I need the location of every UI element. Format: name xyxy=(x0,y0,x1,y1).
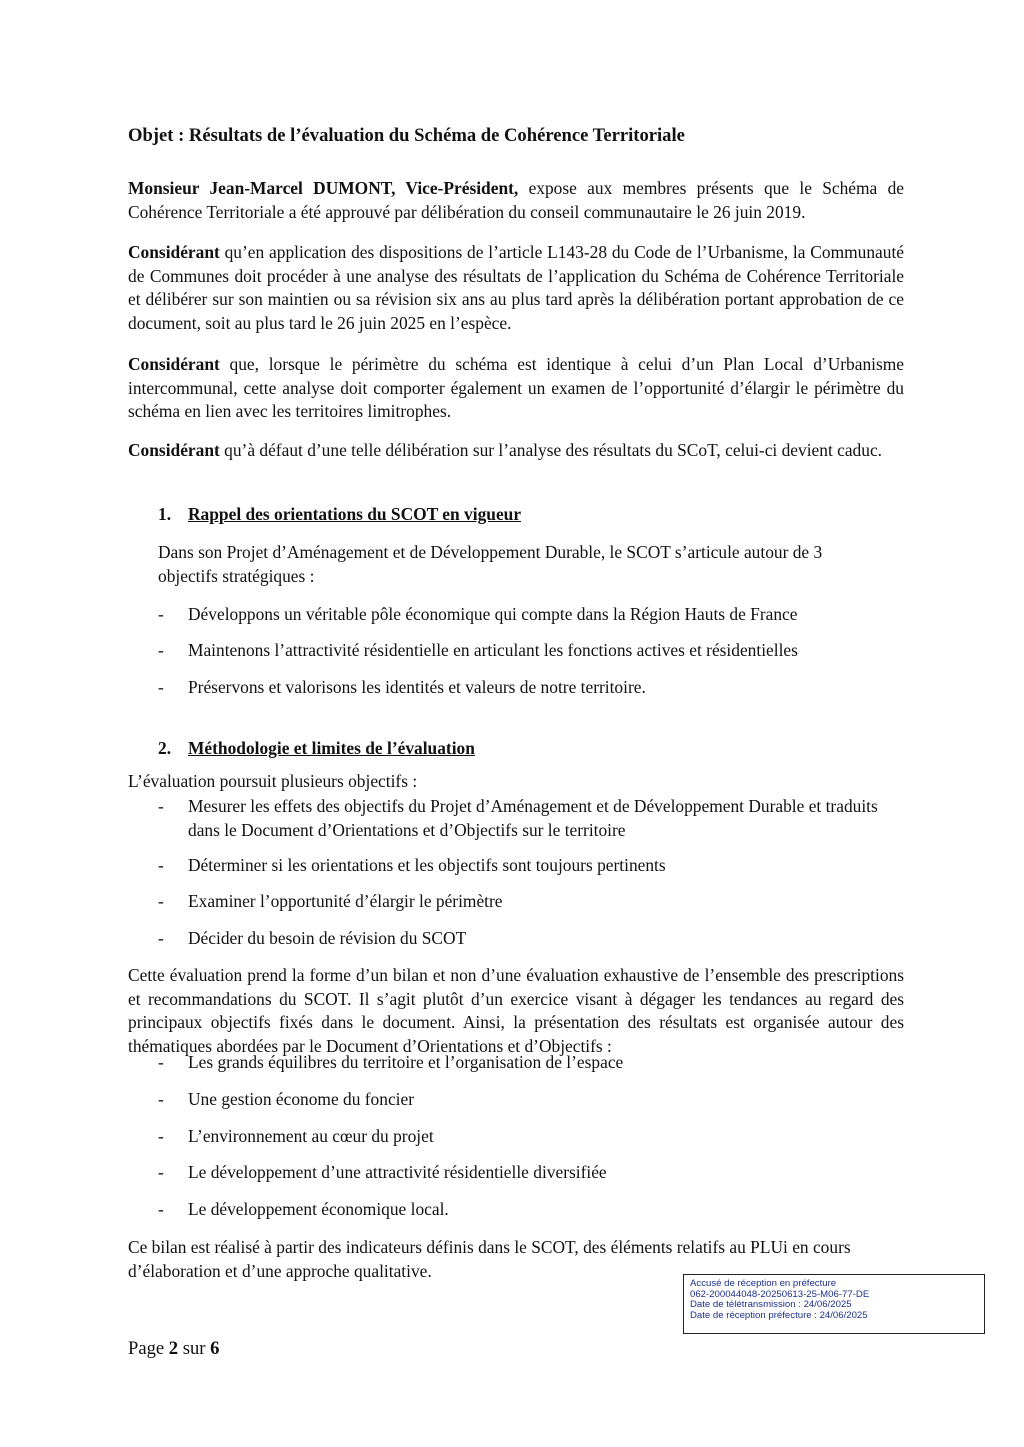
list-item xyxy=(158,603,918,627)
prefecture-stamp xyxy=(683,1274,985,1334)
list-item xyxy=(158,927,918,951)
stamp-line-1: Accusé de réception en préfecture xyxy=(690,1278,837,1289)
list-item-text: Le développement économique local. xyxy=(188,1199,449,1219)
stamp-line-3: Date de télétransmission : 24/06/2025 xyxy=(690,1299,852,1311)
list-item-text: Examiner l’opportunité d’élargir le périmètre xyxy=(188,891,503,911)
stamp-line-4: Date de réception préfecture : 24/06/2025 xyxy=(690,1309,868,1321)
closing-paragraph: Ce bilan est réalisé à partir des indicateurs définis dans le SCOT, des éléments relatifs au PLUi en cours d’élaboration et d’une approche qualitative. xyxy=(128,1237,851,1281)
list-item-text: Décider du besoin de révision du SCOT xyxy=(188,928,467,948)
bullet-dash: - xyxy=(158,891,164,911)
bullet-dash: - xyxy=(158,640,164,660)
list-item xyxy=(158,854,918,878)
bullet-dash: - xyxy=(158,1199,164,1219)
list-item-text: Préservons et valorisons les identités et valeurs de notre territoire. xyxy=(188,677,646,697)
list-item-text: Le développement d’une attractivité résidentielle diversifiée xyxy=(188,1162,607,1182)
considerant-lead: Considérant xyxy=(128,242,220,262)
subject-heading: Objet : Résultats de l’évaluation du Schéma de Cohérence Territoriale xyxy=(128,125,685,146)
list-item xyxy=(158,1198,918,1222)
list-item xyxy=(158,1161,918,1185)
bullet-dash: - xyxy=(158,1089,164,1109)
considerant-paragraph-1 xyxy=(128,241,904,335)
list-item xyxy=(158,795,898,842)
intro-paragraph xyxy=(128,177,904,224)
page-current: 2 xyxy=(168,1338,179,1359)
bullet-dash: - xyxy=(158,604,164,624)
considerant-paragraph-2 xyxy=(128,353,904,424)
bullet-dash: - xyxy=(158,1052,164,1072)
evaluation-paragraph: Cette évaluation prend la forme d’un bilan et non d’une évaluation exhaustive de l’ensemble des prescriptions et recommandations du SCOT. Il s’agit plutôt d’un exercice visant à dégager les tendances au regard des principaux objectifs fixés dans le document. Ainsi, la présentation des résultats est organisée autour des thématiques abordées par le Document d’Orientations et d’Objectifs : xyxy=(128,965,904,1056)
page-number xyxy=(128,1337,219,1361)
list-item-text: Développons un véritable pôle économique qui compte dans la Région Hauts de France xyxy=(188,604,798,624)
list-item-text: Maintenons l’attractivité résidentielle en articulant les fonctions actives et résidentielles xyxy=(188,640,798,660)
list-item xyxy=(158,1051,918,1075)
list-item xyxy=(158,1088,918,1112)
page-prefix: Page xyxy=(128,1338,169,1359)
considerant-text: que, lorsque le périmètre du schéma est identique à celui d’un Plan Local d’Urbanisme intercommunal, cette analyse doit comporter également un examen de l’opportunité d’élargir le périmètre du schéma en lien avec les territoires limitrophes. xyxy=(128,354,904,421)
considerant-lead: Considérant xyxy=(128,440,220,460)
bullet-dash: - xyxy=(158,677,164,697)
list-item-text: Une gestion économe du foncier xyxy=(188,1089,415,1109)
considerant-paragraph-3 xyxy=(128,439,904,463)
section-1-heading xyxy=(158,502,521,526)
list-item-text: Déterminer si les orientations et les objectifs sont toujours pertinents xyxy=(188,855,666,875)
bullet-dash: - xyxy=(158,796,164,816)
section-title: Rappel des orientations du SCOT en vigueur xyxy=(188,504,522,524)
list-item-text: L’environnement au cœur du projet xyxy=(188,1126,434,1146)
section-1-intro: Dans son Projet d’Aménagement et de Développement Durable, le SCOT s’articule autour de 3 objectifs stratégiques : xyxy=(158,542,823,586)
list-item xyxy=(158,676,918,700)
list-item-text: Mesurer les effets des objectifs du Projet d’Aménagement et de Développement Durable et traduits dans le Document d’Orientations et d’Objectifs sur le territoire xyxy=(188,796,878,840)
considerant-text: qu’en application des dispositions de l’article L143-28 du Code de l’Urbanisme, la Communauté de Communes doit procéder à une analyse des résultats de l’application du Schéma de Cohérence Territoriale et délibérer sur son maintien ou sa révision six ans au plus tard après la délibération portant approbation de ce document, soit au plus tard le 26 juin 2025 en l’espèce. xyxy=(128,242,904,333)
considerant-lead: Considérant xyxy=(128,354,220,374)
list-item-text: Les grands équilibres du territoire et l’organisation de l’espace xyxy=(188,1052,624,1072)
list-item xyxy=(158,639,918,663)
stamp-line-2: 062-200044048-20250613-25-M06-77-DE xyxy=(690,1288,870,1300)
section-2-intro: L’évaluation poursuit plusieurs objectifs : xyxy=(128,771,418,791)
bullet-dash: - xyxy=(158,1126,164,1146)
bullet-dash: - xyxy=(158,855,164,875)
intro-text: expose aux membres présents que le Schéma de Cohérence Territoriale a été approuvé par délibération du conseil communautaire le 26 juin 2019. xyxy=(128,178,904,222)
section-title: Méthodologie et limites de l’évaluation xyxy=(188,738,475,758)
section-number: 1. xyxy=(158,504,172,524)
list-item xyxy=(158,1125,918,1149)
bullet-dash: - xyxy=(158,1162,164,1182)
section-number: 2. xyxy=(158,738,172,758)
page-middle: sur xyxy=(178,1338,211,1359)
page-total: 6 xyxy=(210,1338,220,1359)
considerant-text: qu’à défaut d’une telle délibération sur l’analyse des résultats du SCoT, celui-ci devient caduc. xyxy=(219,440,883,460)
bullet-dash: - xyxy=(158,928,164,948)
list-item xyxy=(158,890,918,914)
speaker-name: Monsieur Jean-Marcel DUMONT, Vice-Président, xyxy=(128,178,519,198)
section-2-heading xyxy=(158,736,475,760)
